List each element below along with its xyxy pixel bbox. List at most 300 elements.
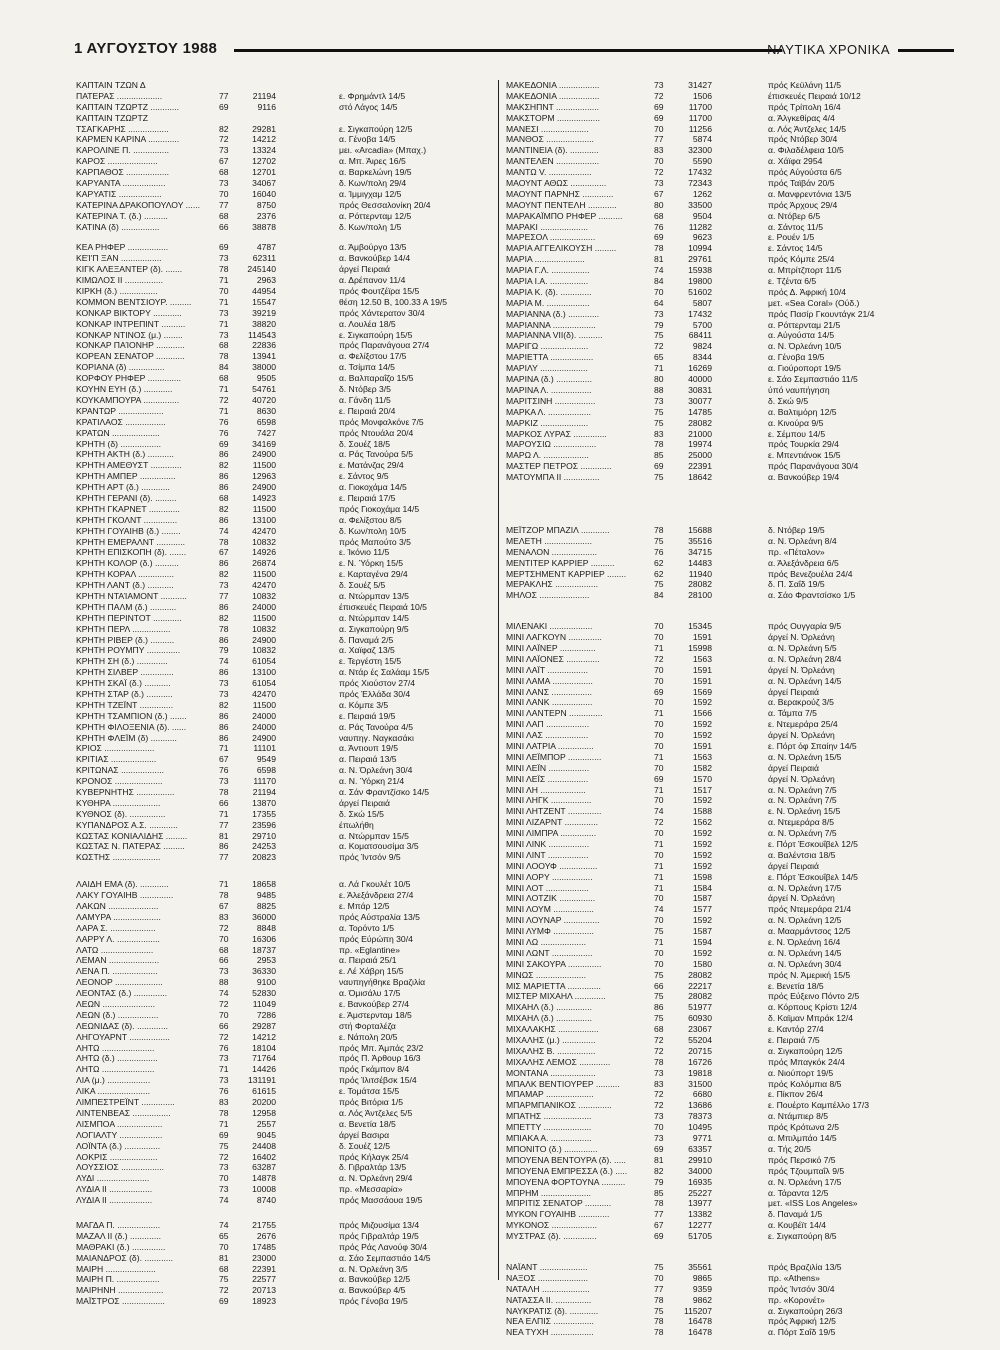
ship-row	[74, 1173, 494, 1184]
ship-row	[506, 189, 946, 200]
ship-row	[74, 308, 494, 319]
ship-row	[74, 890, 494, 901]
ship-status: α. Βαλπαραΐζο 15/5	[339, 373, 414, 384]
ship-row	[506, 265, 946, 276]
ship-row	[506, 341, 946, 352]
ship-tonnage: 1594	[692, 937, 712, 948]
ship-year: 69	[654, 232, 664, 243]
ship-tonnage: 68411	[688, 330, 712, 341]
ship-year: 83	[219, 1097, 229, 1108]
ship-row	[74, 591, 494, 602]
ship-year: 70	[654, 740, 664, 751]
ship-tonnage: 1587	[692, 926, 712, 937]
ship-status: ε. Καρταγένα 29/4	[339, 569, 408, 580]
ship-name: ΚΡΗΤΗ ΚΟΛΟΡ (δ.) ..........	[76, 558, 179, 569]
ship-status: α. Βαλέντσια 18/5	[768, 849, 836, 860]
ship-year: 79	[654, 319, 664, 330]
ship-status: πρός Χάντερατον 30/4	[339, 307, 425, 318]
ship-name: ΠΑΤΕΡΑΣ ...................	[76, 90, 163, 101]
ship-row	[506, 363, 946, 374]
ship-name: ΜΑΡΟΥΣΙΩ ..................	[506, 439, 597, 450]
ship-row	[74, 1130, 494, 1141]
ship-row	[74, 1086, 494, 1097]
ship-name: ΜΙΝΙ ΛΗΓΚ .................	[506, 795, 592, 806]
ship-tonnage: 1562	[692, 817, 712, 828]
ship-row	[506, 167, 946, 178]
ship-tonnage: 63357	[688, 1143, 712, 1154]
ship-tonnage: 11256	[688, 123, 712, 134]
ship-row	[74, 395, 494, 406]
ship-tonnage: 1592	[692, 849, 712, 860]
ship-status: α. Ν. Όρλεάνη 30/4	[768, 958, 842, 969]
ship-year: 73	[219, 580, 229, 591]
ship-year: 78	[219, 351, 229, 362]
ship-name: ΜΑΟΥΝΤ ΠΑΡΝΗΣ .............	[506, 188, 614, 199]
ship-row	[506, 1024, 946, 1035]
ship-row	[74, 988, 494, 999]
ship-status: δ. Ντόβερ 19/5	[768, 524, 825, 535]
ship-row	[74, 493, 494, 504]
ship-row	[506, 1177, 946, 1188]
ship-status: α. Ν. Όρλεάνη 12/5	[768, 915, 842, 926]
ship-tonnage: 16726	[688, 1056, 712, 1067]
ship-year: 73	[219, 688, 229, 699]
ship-name: ΚΡΗΤΗ ΣΗ (δ.) .............	[76, 656, 168, 667]
ship-row	[74, 482, 494, 493]
ship-name: ΚΡΑΤΩΝ ....................	[76, 427, 160, 438]
ship-tonnage: 24408	[252, 1140, 276, 1151]
ship-tonnage: 13941	[252, 351, 276, 362]
ship-year: 86	[219, 514, 229, 525]
ship-tonnage: 6680	[692, 1089, 712, 1100]
ship-tonnage: 7427	[256, 427, 276, 438]
ship-list-block	[74, 242, 494, 863]
ship-row	[506, 1046, 946, 1057]
ship-year: 75	[654, 1305, 664, 1316]
ship-year: 85	[654, 450, 664, 461]
ship-name: ΜΗΛΟΣ .....................	[506, 590, 590, 601]
ship-name: ΚΡΗΤΗ ΕΠΙΣΚΟΠΗ (δ). .......	[76, 547, 187, 558]
ship-status: ε. Τζέντα 6/5	[768, 276, 817, 287]
ship-status: ε. Πόρτ όφ Σπαίην 14/5	[768, 740, 857, 751]
ship-year: 86	[654, 1002, 664, 1013]
ship-year: 75	[654, 406, 664, 417]
ship-row	[74, 841, 494, 852]
ship-name: ΚΟΡΙΑΝΑ (δ) ...............	[76, 362, 165, 373]
ship-row	[74, 1075, 494, 1086]
ship-row	[74, 1097, 494, 1108]
ship-name: ΛΑΡΡΥ Λ. ..................	[76, 933, 160, 944]
ship-year: 74	[219, 656, 229, 667]
ship-status: πρός Βιτόρια 1/5	[339, 1097, 404, 1108]
ship-status: ε. Ν. Όρλεάνη 15/5	[768, 806, 841, 817]
ship-year: 71	[654, 642, 664, 653]
ship-status: α. Τάμπα 7/5	[768, 708, 817, 719]
ship-status: δ. Παναμά 1/5	[768, 1209, 823, 1220]
ship-row	[74, 602, 494, 613]
ship-tonnage: 115207	[683, 1305, 712, 1316]
ship-tonnage: 1566	[692, 708, 712, 719]
ship-row	[506, 1220, 946, 1231]
ship-tonnage: 1577	[692, 904, 712, 915]
ship-tonnage: 36330	[252, 966, 276, 977]
ship-row	[506, 774, 946, 785]
ship-status: α. Κινούρα 9/5	[768, 417, 824, 428]
ship-status: πρός Ντόβερ 30/4	[768, 134, 838, 145]
ship-tonnage: 2376	[256, 210, 276, 221]
ship-tonnage: 28082	[688, 417, 712, 428]
ship-row	[74, 80, 494, 91]
ship-status: πρός Μπ. Άμπάς 23/2	[339, 1042, 424, 1053]
ship-tonnage: 21755	[252, 1219, 276, 1230]
ship-tonnage: 35516	[688, 535, 712, 546]
ship-tonnage: 78373	[688, 1111, 712, 1122]
ship-status: α. Τσίμπα 14/5	[339, 362, 395, 373]
ship-status: α. Αύγούστα 14/5	[768, 330, 835, 341]
ship-name: ΛΑΙΔΗ ΕΜΑ (δ). ............	[76, 879, 169, 890]
ship-tonnage: 13100	[252, 514, 276, 525]
ship-tonnage: 11282	[688, 221, 712, 232]
ship-row	[506, 396, 946, 407]
ship-year: 86	[219, 558, 229, 569]
ship-tonnage: 5807	[692, 297, 712, 308]
ship-year: 72	[654, 167, 664, 178]
ship-name: ΚΡΗΤΗ ΑΡΤ (δ.) ............	[76, 482, 170, 493]
ship-status: α. Βαρκελώνη 19/5	[339, 167, 412, 178]
ship-name: ΚΩΣΤΗΣ ....................	[76, 852, 161, 863]
ship-status: άργεί Ν. Όρλεάνη	[768, 632, 835, 643]
ship-row	[506, 872, 946, 883]
ship-name: ΚΡΗΤΗ ΦΙΛΟΞΕΝΙΑ (δ). ......	[76, 721, 187, 732]
ship-name: ΜΑΝΤΕΛΕΝ ..................	[506, 156, 600, 167]
ship-tonnage: 42470	[252, 525, 276, 536]
ship-status: άργεί Ν. Όρλεάνη	[768, 773, 835, 784]
ship-tonnage: 1592	[692, 860, 712, 871]
ship-name: ΚΕΊ'Π ΞΑΝ .................	[76, 253, 162, 264]
ship-tonnage: 18104	[252, 1042, 276, 1053]
ship-row	[506, 536, 946, 547]
ship-tonnage: 1582	[692, 762, 712, 773]
ship-status: α. Βανκούβερ 19/4	[768, 472, 840, 483]
ship-row	[74, 1053, 494, 1064]
ship-name: ΛΥΔΙΑ ΙΙ ..................	[76, 1184, 153, 1195]
ship-row	[74, 934, 494, 945]
ship-tonnage: 14926	[252, 547, 276, 558]
ship-row	[506, 632, 946, 643]
ship-year: 73	[219, 307, 229, 318]
ship-tonnage: 29761	[688, 254, 712, 265]
ship-tonnage: 17432	[688, 308, 712, 319]
ship-year: 64	[654, 297, 664, 308]
ship-row	[506, 298, 946, 309]
ship-status: δ. Σκώ 9/5	[768, 395, 809, 406]
ship-status: έπωλήθη	[339, 819, 374, 830]
ship-status: ε. Νάπολη 20/5	[339, 1031, 398, 1042]
ship-status: πρός Γκάμπον 8/4	[339, 1064, 410, 1075]
ship-row	[74, 406, 494, 417]
ship-tonnage: 52830	[252, 988, 276, 999]
ship-status: ε. Πειραιά 7/5	[768, 1035, 820, 1046]
ship-name: ΜΙΝΙ ΛΑΝΚ .................	[506, 697, 593, 708]
ship-row	[74, 1274, 494, 1285]
ship-year: 86	[219, 667, 229, 678]
ship-year: 80	[654, 374, 664, 385]
ship-year: 75	[654, 579, 664, 590]
ship-row	[506, 763, 946, 774]
ship-row	[506, 948, 946, 959]
ship-year: 73	[219, 1162, 229, 1173]
ship-year: 70	[654, 156, 664, 167]
ship-name: ΛΑΡΑ Σ. ...................	[76, 922, 156, 933]
ship-row	[74, 852, 494, 863]
ship-name: ΜΙΝΩΣ .....................	[506, 969, 587, 980]
ship-list-block	[506, 1262, 946, 1338]
ship-tonnage: 24900	[252, 732, 276, 743]
ship-status: α. Κοματσουσίμα 3/5	[339, 841, 419, 852]
ship-name: ΚΑΤΕΡΙΝΑ ΔΡΑΚΟΠΟΥΛΟΥ ......	[76, 199, 200, 210]
ship-tonnage: 16269	[688, 363, 712, 374]
ship-status: α. Τορόντο 1/5	[339, 922, 395, 933]
ship-year: 75	[654, 991, 664, 1002]
ship-name: ΚΡΗΤΗ ΓΟΥΑΙΗΒ (δ.) ........	[76, 525, 181, 536]
ship-status: πρός Έλλάδα 30/4	[339, 688, 411, 699]
ship-name: ΚΟΜΜΟΝ ΒΕΝΤΣΙΟΥΡ. .........	[76, 296, 192, 307]
ship-row	[506, 243, 946, 254]
ship-name: ΚΟΝΚΑΡ ΙΝΤΡΕΠΙΝΤ ..........	[76, 318, 186, 329]
ship-tonnage: 6598	[256, 416, 276, 427]
ship-tonnage: 11500	[252, 460, 276, 471]
ship-row	[506, 407, 946, 418]
ship-year: 67	[219, 754, 229, 765]
ship-row	[506, 287, 946, 298]
ship-year: 77	[219, 590, 229, 601]
ship-row	[74, 178, 494, 189]
ship-row	[506, 1002, 946, 1013]
ship-name: ΜΠΟΥΕΝΑ ΕΜΠΡΕΣΣΑ (δ.) .....	[506, 1165, 628, 1176]
ship-row	[506, 1068, 946, 1079]
ship-tonnage: 4787	[256, 242, 276, 253]
ship-name: ΜΥΚΟΝΟΣ ...................	[506, 1220, 597, 1231]
ship-row	[506, 145, 946, 156]
ship-year: 86	[219, 482, 229, 493]
ship-status: α. Κόμπε 3/5	[339, 699, 389, 710]
ship-year: 78	[654, 1316, 664, 1327]
ship-status: α. Όμισάλυ 17/5	[339, 988, 401, 999]
ship-tonnage: 63287	[252, 1162, 276, 1173]
ship-name: ΜΑΡΙΑ Γ.Λ. ................	[506, 265, 590, 276]
ship-year: 78	[654, 1056, 664, 1067]
ship-tonnage: 16478	[688, 1316, 712, 1327]
ship-name: ΝΑΥΚΡΑΤΙΣ (δ). ............	[506, 1305, 599, 1316]
ship-list-block	[74, 1220, 494, 1307]
ship-status: α. Γένοβα 14/5	[339, 134, 396, 145]
ship-name: ΚΡΗΤΗ ΣΤΑΡ (δ.) ...........	[76, 688, 173, 699]
ship-tonnage: 51602	[688, 286, 712, 297]
ship-row	[506, 1079, 946, 1090]
left-column	[74, 80, 494, 1307]
ship-tonnage: 22391	[688, 461, 712, 472]
ship-row	[506, 643, 946, 654]
ship-tonnage: 16306	[252, 933, 276, 944]
ship-tonnage: 28100	[688, 590, 712, 601]
ship-name: ΜΠΡΗΜ .....................	[506, 1187, 591, 1198]
ship-name: ΚΑΡΟΛΙΝΕ Π. ...............	[76, 145, 169, 156]
ship-tonnage: 39219	[252, 307, 276, 318]
ship-year: 71	[219, 275, 229, 286]
ship-year: 74	[219, 1219, 229, 1230]
ship-tonnage: 15345	[688, 621, 712, 632]
ship-name: ΜΑΚΕΔΟΝΙΑ .................	[506, 80, 600, 90]
ship-tonnage: 24900	[252, 482, 276, 493]
ship-tonnage: 1591	[692, 664, 712, 675]
ship-name: ΜΑΡΙΑΝΝΑ VII(δ). ..........	[506, 330, 603, 341]
ship-status: πρός Ντουάλα 20/4	[339, 427, 414, 438]
ship-year: 71	[219, 879, 229, 890]
ship-status: α. Σιγκαπούρη 26/3	[768, 1305, 843, 1316]
ship-status: πρός Κεϋλάνη 11/5	[768, 80, 842, 90]
ship-tonnage: 1506	[692, 90, 712, 101]
ship-year: 70	[654, 664, 664, 675]
ship-year: 69	[654, 773, 664, 784]
ship-year: 81	[654, 254, 664, 265]
ship-status: πρ. «Athens»	[768, 1272, 820, 1283]
ship-tonnage: 11500	[252, 569, 276, 580]
ship-status: ε. Άλεξάνδρεια 27/4	[339, 890, 414, 901]
ship-row	[74, 340, 494, 351]
ship-name: ΛΕΩΝΙΔΑΣ (δ). .............	[76, 1020, 168, 1031]
ship-status: α. Ν. Όρλεάνη 14/5	[768, 947, 842, 958]
ship-tonnage: 10495	[688, 1122, 712, 1133]
ship-name: ΝΑΤΑΛΗ ....................	[506, 1283, 590, 1294]
ship-name: ΜΙΝΙ ΛΗΤΖΕΝΤ ..............	[506, 806, 602, 817]
ship-status: α. Ντώρμπαν 15/5	[339, 830, 409, 841]
ship-name: ΜΙΧΑΛΗΣ (μ.) ..............	[506, 1035, 596, 1046]
ship-name: ΛΕΩΝ (δ.) .................	[76, 1009, 159, 1020]
ship-row	[506, 579, 946, 590]
ship-row	[74, 253, 494, 264]
ship-tonnage: 10832	[252, 536, 276, 547]
ship-name: ΜΙΛΕΝΑΚΙ ..................	[506, 621, 593, 632]
ship-name: ΜΙΧΑΗΛ (δ.) ...............	[506, 1002, 592, 1013]
ship-name: ΚΡΗΤΗ ΑΚΤΗ (δ.) ...........	[76, 449, 174, 460]
ship-name: ΚΙΜΩΛΟΣ ΙΙ ................	[76, 275, 164, 286]
ship-tonnage: 8825	[256, 901, 276, 912]
ship-name: ΜΙΝΙ ΛΙΖΑΡΝΤ ..............	[506, 817, 599, 828]
ship-name: ΚΡΗΤΗ ΣΚΑΪ (δ.) ...........	[76, 678, 171, 689]
ship-tonnage: 11049	[252, 999, 276, 1010]
ship-tonnage: 12958	[252, 1107, 276, 1118]
ship-tonnage: 24253	[252, 841, 276, 852]
ship-row	[506, 178, 946, 189]
ship-row	[506, 981, 946, 992]
ship-name: ΛΑΚΩΝ .....................	[76, 901, 159, 912]
ship-tonnage: 8740	[256, 1195, 276, 1206]
ship-name: ΜΑΡΑΚΑΪΜΠΟ ΡΗΦΕΡ ..........	[506, 210, 623, 221]
ship-name: ΛΙΚΑ ......................	[76, 1086, 151, 1097]
ship-status: ε. Σάο Σεμπαστιάο 11/5	[768, 374, 858, 385]
ship-name: ΜΙΝΙ ΛΑΣ ..................	[506, 730, 589, 741]
ship-name: ΚΡΗΤΗ ΝΤΑΊΑΜΟΝΤ ...........	[76, 590, 187, 601]
ship-year: 66	[219, 797, 229, 808]
ship-year: 75	[654, 1013, 664, 1024]
ship-status: πρός Μαπούτο 3/5	[339, 536, 411, 547]
ship-year: 69	[219, 242, 229, 253]
ship-year: 67	[219, 547, 229, 558]
ship-row	[74, 945, 494, 956]
ship-name: ΚΑΡΜΕΝ ΚΑΡΙΝΑ .............	[76, 134, 180, 145]
ship-status: πρός Κόμπε 25/4	[768, 254, 835, 265]
ship-tonnage: 9116	[257, 101, 276, 112]
ship-status: α. Φιλαδέλφεια 10/5	[768, 145, 844, 156]
ship-status: α. Σιγκαπούρη 12/5	[768, 1045, 843, 1056]
ship-tonnage: 18737	[252, 944, 276, 955]
ship-year: 71	[654, 363, 664, 374]
ship-name: ΜΙΝΙ ΛΑΪΝΕΡ ...............	[506, 642, 596, 653]
ship-year: 69	[654, 1143, 664, 1154]
ship-status: α. Ντόβερ 6/5	[768, 210, 821, 221]
ship-row	[74, 102, 494, 113]
ship-name: ΜΑΘΡΑΚΙ (δ.) ..............	[76, 1241, 166, 1252]
ship-name: ΜΠΑΜΑΡ ....................	[506, 1089, 594, 1100]
ship-status: α. Λός Άντζελες 5/5	[339, 1107, 413, 1118]
header-rule	[234, 49, 782, 52]
ship-status: α. Γιοκοχάμα 14/5	[339, 482, 407, 493]
ship-year: 70	[654, 1122, 664, 1133]
ship-name: ΜΙΝΙ ΛΙΝΤ .................	[506, 849, 589, 860]
ship-list-block	[74, 80, 494, 232]
ship-tonnage: 35561	[688, 1261, 712, 1272]
ship-row	[506, 222, 946, 233]
ship-year: 75	[654, 926, 664, 937]
ship-name: ΚΑΤΕΡΙΝΑ Τ. (δ.) ..........	[76, 210, 168, 221]
ship-name: ΚΑΡΥΑΤΙΣ ..................	[76, 188, 162, 199]
ship-year: 73	[219, 966, 229, 977]
ship-year: 70	[654, 286, 664, 297]
ship-name: ΜΠΟΥΕΝΑ ΦΟΡΤΟΥΝΑ ..........	[506, 1176, 626, 1187]
ship-status: πρός Εύξεινο Πόντο 2/5	[768, 991, 860, 1002]
ship-year: 78	[654, 243, 664, 254]
ship-status: πρός Άφρική 12/5	[768, 1316, 836, 1327]
ship-row	[74, 1195, 494, 1206]
ship-name: ΚΡΗΤΗ ΕΜΕΡΑΛΝΤ ............	[76, 536, 186, 547]
ship-name: ΜΙΝΙ ΛΕΪΝ .................	[506, 762, 590, 773]
ship-status: άργεί Πειραιά	[768, 762, 819, 773]
ship-name: ΚΟΥΚΑΜΠΟΥΡΑ ...............	[76, 394, 180, 405]
ship-year: 67	[654, 1220, 664, 1231]
ship-year: 75	[654, 969, 664, 980]
ship-tonnage: 2963	[256, 275, 276, 286]
ship-list-block	[506, 80, 946, 483]
ship-year: 69	[219, 101, 229, 112]
ship-row	[506, 374, 946, 385]
ship-year: 77	[654, 134, 664, 145]
ship-year: 73	[219, 1053, 229, 1064]
ship-tonnage: 19974	[688, 439, 712, 450]
ship-name: ΜΙΧΑΛΗΣ Β. ................	[506, 1045, 596, 1056]
ship-year: 69	[219, 1129, 229, 1140]
ship-status: πρός Ουγγαρία 9/5	[768, 621, 842, 632]
ship-year: 72	[654, 1089, 664, 1100]
ship-status: α. Ν. Όρλεάνη 29/4	[339, 1173, 413, 1184]
ship-tonnage: 61615	[252, 1086, 276, 1097]
ship-status: πρ. «Μεσσαρία»	[339, 1184, 403, 1195]
ship-tonnage: 18658	[252, 879, 276, 890]
ship-year: 70	[654, 915, 664, 926]
ship-row	[506, 1133, 946, 1144]
ship-year: 86	[219, 732, 229, 743]
ship-row	[74, 820, 494, 831]
ship-year: 67	[654, 188, 664, 199]
